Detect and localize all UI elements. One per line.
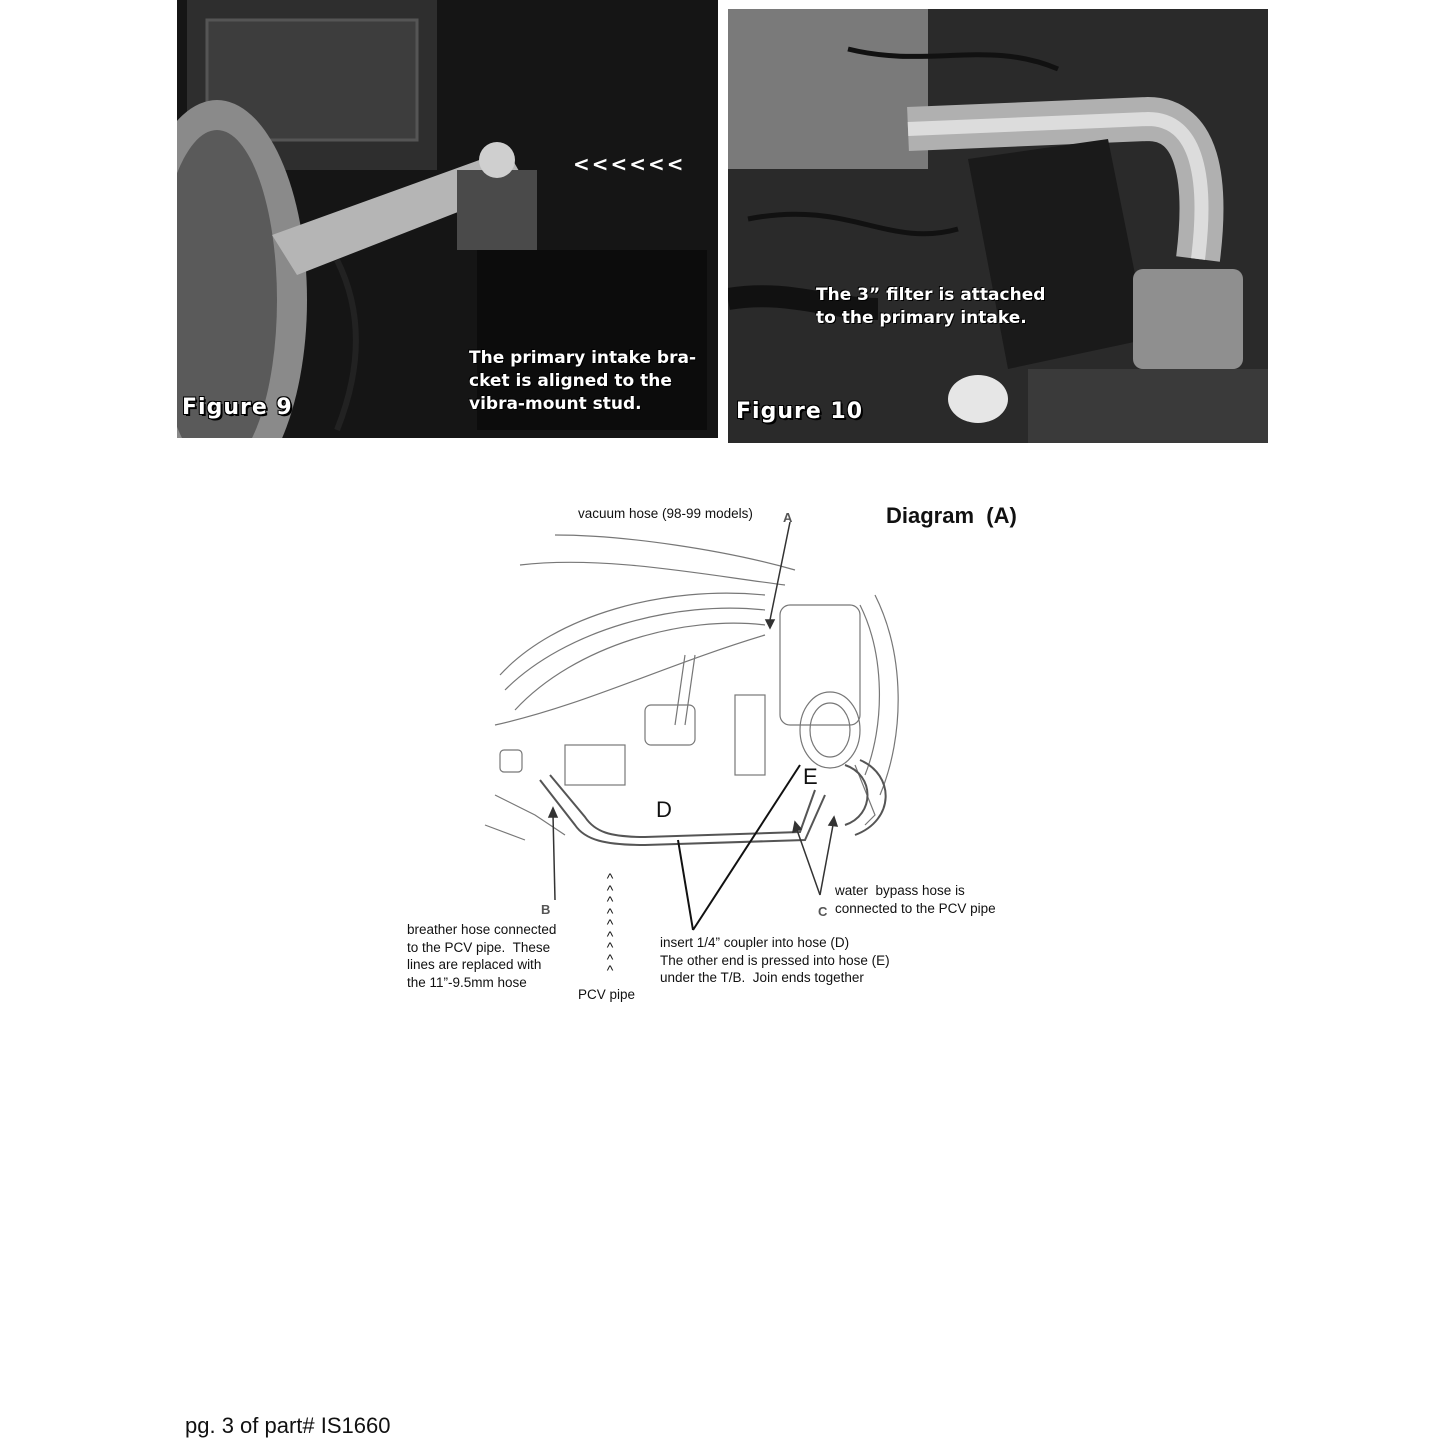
pcv-pipe-label: PCV pipe (578, 987, 636, 1002)
breather-hose-text: breather hose connected to the PCV pipe. These lines are replaced with the 11”-9.5mm hose (407, 922, 557, 990)
callout-letter-b: B (541, 902, 551, 917)
pcv-pipe-carets: ^ ^ ^ ^ ^ ^ ^ ^ ^ (606, 870, 614, 978)
callout-letter-e: E (803, 764, 818, 789)
callout-letter-c: C (818, 904, 828, 919)
vacuum-hose-label: vacuum hose (98-99 models) (578, 506, 753, 521)
diagram-title: Diagram (A) (886, 503, 1017, 528)
diagram-a (405, 495, 1045, 1015)
figure-9-photo (177, 0, 718, 438)
figure-10-photo (728, 9, 1268, 443)
figure-9-caption: The primary intake bra- cket is aligned to the vibra-mount stud. (469, 348, 697, 414)
coupler-instructions-text: insert 1/4” coupler into hose (D) The other end is pressed into hose (E) under the T/B. Join ends together (660, 935, 890, 985)
page-footer: pg. 3 of part# IS1660 (185, 1413, 391, 1438)
figure-9-label: Figure 9 (182, 395, 293, 420)
water-bypass-hose-text: water bypass hose is connected to the PCV pipe (835, 883, 996, 916)
callout-letter-a: A (783, 510, 793, 525)
callout-letter-d: D (656, 797, 672, 822)
figure-10-label: Figure 10 (736, 399, 864, 424)
figure-10-scene (728, 9, 1268, 443)
figure-9-arrows: <<<<<< (573, 152, 686, 176)
figure-10-caption: The 3” filter is attached to the primary intake. (816, 285, 1046, 328)
